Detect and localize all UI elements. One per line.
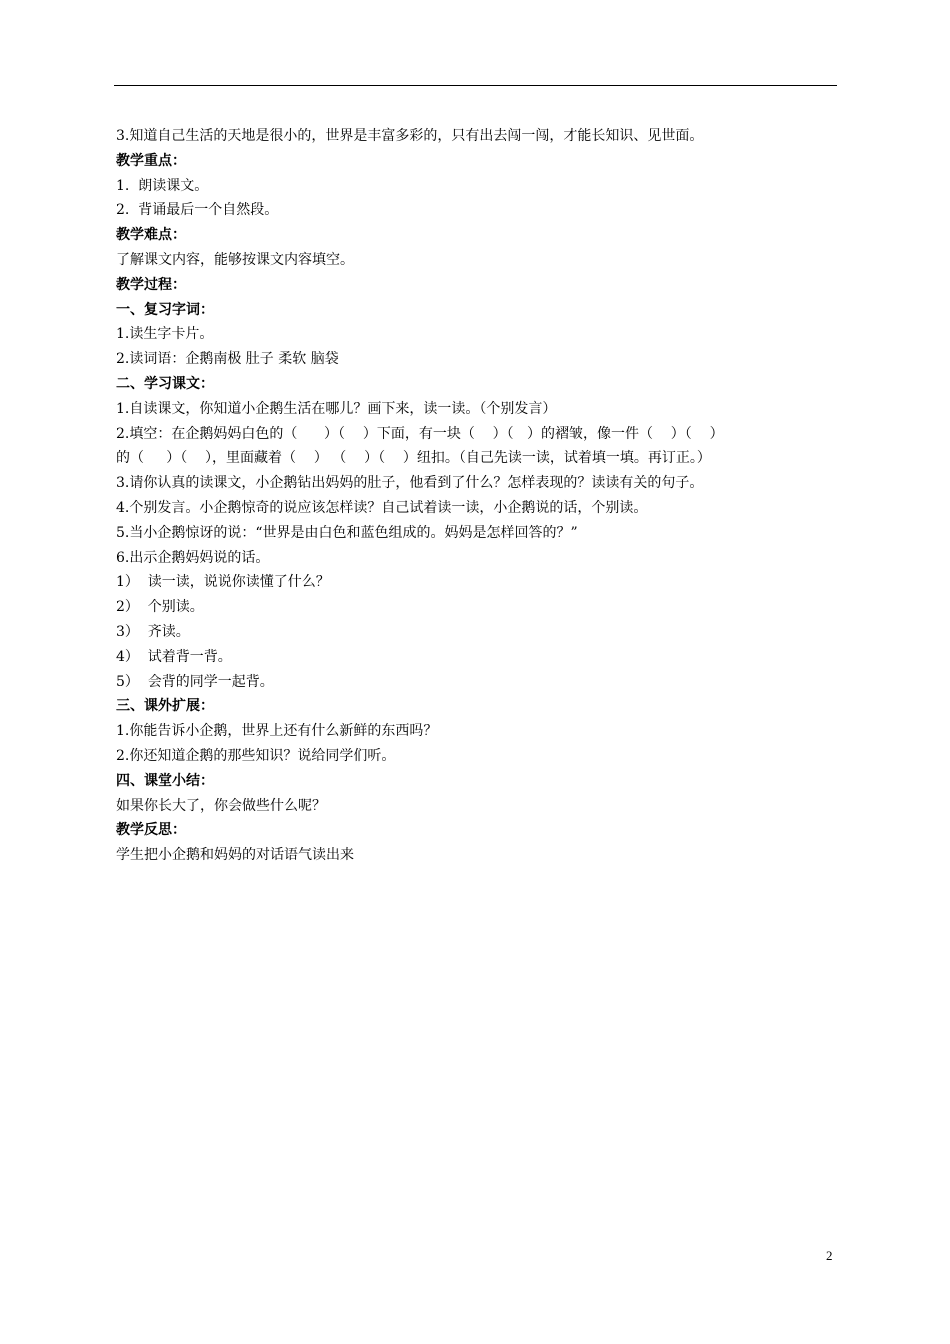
sub-item-1: 1） 读一读，说说你读懂了什么？ — [116, 574, 330, 591]
heading-key-points: 教学重点： — [116, 152, 186, 169]
sub-item-2: 2） 个别读。 — [116, 599, 204, 616]
review-item-1: 1.读生字卡片。 — [116, 326, 214, 343]
study-item-2-fill-blank: 2.填空：在企鹅妈妈白色的（ ）（ ）下面，有一块（ ）（ ）的褶皱，像一件（ ）（ ） — [116, 425, 724, 442]
key-point-2: 2. 背诵最后一个自然段。 — [116, 202, 279, 219]
summary-text: 如果你长大了，你会做些什么呢？ — [116, 797, 326, 814]
heading-difficulties: 教学难点： — [116, 227, 186, 244]
heading-reflection: 教学反思： — [116, 822, 186, 839]
reflection-text: 学生把小企鹅和妈妈的对话语气读出来 — [116, 847, 354, 864]
extension-item-2: 2.你还知道企鹅的那些知识？说给同学们听。 — [116, 747, 396, 764]
key-point-1: 1. 朗读课文。 — [116, 177, 209, 194]
sub-item-4: 4） 试着背一背。 — [116, 648, 232, 665]
extension-item-1: 1.你能告诉小企鹅，世界上还有什么新鲜的东西吗？ — [116, 723, 438, 740]
difficulty-text: 了解课文内容，能够按课文内容填空。 — [116, 251, 354, 268]
header-rule — [114, 85, 837, 86]
heading-process: 教学过程： — [116, 276, 186, 293]
study-item-3: 3.请你认真的读课文，小企鹅钻出妈妈的肚子，他看到了什么？怎样表现的？读读有关的句子。 — [116, 475, 704, 492]
study-item-6: 6.出示企鹅妈妈说的话。 — [116, 549, 270, 566]
study-item-2-continued: 的（ ）（ ），里面藏着（ ） （ ）（ ）纽扣。（自己先读一读，试着填一填。再订正。） — [116, 450, 711, 467]
section-extension-heading: 三、课外扩展： — [116, 698, 214, 715]
study-item-5: 5.当小企鹅惊讶的说：“世界是由白色和蓝色组成的。妈妈是怎样回答的？” — [116, 524, 578, 541]
sub-item-5: 5） 会背的同学一起背。 — [116, 673, 274, 690]
review-item-2: 2.读词语：企鹅南极 肚子 柔软 脑袋 — [116, 351, 339, 368]
study-item-1: 1.自读课文，你知道小企鹅生活在哪儿？画下来，读一读。（个别发言） — [116, 400, 557, 417]
section-study-heading: 二、学习课文： — [116, 375, 214, 392]
objective-3: 3.知道自己生活的天地是很小的，世界是丰富多彩的，只有出去闯一闯，才能长知识、见世面。 — [116, 128, 704, 144]
document-body — [116, 124, 838, 868]
section-summary-heading: 四、课堂小结： — [116, 772, 214, 789]
page-number: 2 — [826, 1248, 833, 1263]
section-review-heading: 一、复习字词： — [116, 301, 214, 318]
study-item-4: 4.个别发言。小企鹅惊奇的说应该怎样读？自己试着读一读，小企鹅说的话，个别读。 — [116, 499, 648, 516]
sub-item-3: 3） 齐读。 — [116, 623, 190, 640]
